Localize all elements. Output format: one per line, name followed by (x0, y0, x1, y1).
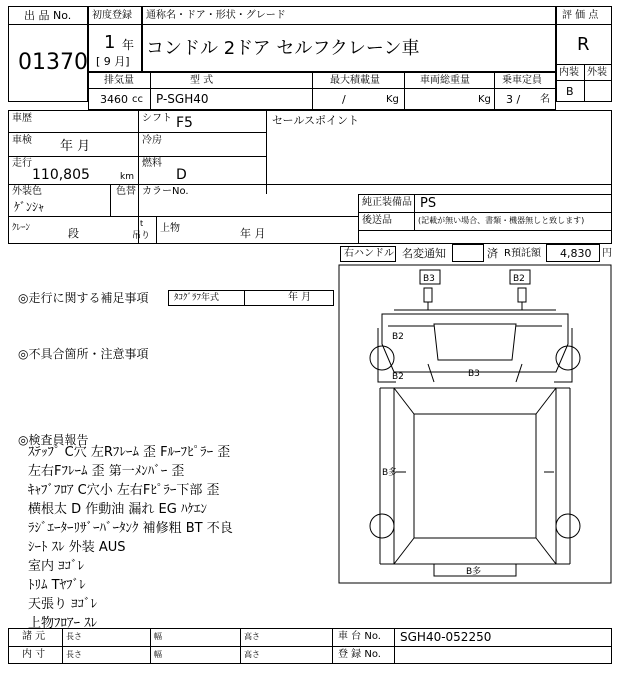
model-name: コンドル 2ドア セルフクレーン車 (146, 38, 420, 59)
aftermarket-label: 後送品 (362, 215, 392, 226)
grade-value: R (577, 34, 590, 55)
fuel-label: 燃料 (142, 158, 162, 169)
diagram-mark-bmulti-side: B多 (382, 468, 398, 478)
first-registration-month: [ 9 月] (96, 55, 130, 68)
report-line: 上物ﾌﾛｱｰ ｽﾚ (28, 616, 98, 631)
interior-label: 内装 (559, 67, 579, 78)
first-registration-year: 1 (104, 32, 116, 53)
report-line: 天張り ﾖｺﾞﾚ (28, 597, 98, 612)
diagram-mark-b3-cab: B3 (468, 369, 480, 379)
width-label: 幅 (154, 632, 162, 641)
model-name-label: 通称名・ドア・形状・グレード (146, 10, 286, 21)
defects-label: ◎不具合箇所・注意事項 (18, 347, 149, 361)
color-number-label: カラーNo. (142, 186, 189, 197)
confirm-mark: 済 (487, 247, 498, 260)
aftermarket-note: (記載が無い場合、書類・機器無しと致します) (418, 216, 585, 225)
capacity-label: 乗車定員 (502, 75, 542, 86)
shift-label: シフト (142, 113, 172, 124)
chassis-number: SGH40-052250 (400, 630, 492, 644)
diagram-mark-b3-left: B3 (423, 274, 435, 284)
chassis-number-label: 車 台 No. (338, 631, 381, 642)
first-registration-label: 初度登録 (92, 10, 132, 21)
gross-weight-unit: Kg (478, 94, 491, 105)
tachograph-value: 年 月 (288, 292, 312, 303)
tachograph-label: ﾀｺｸﾞﾗﾌ年式 (174, 293, 220, 303)
name-change-box (452, 244, 484, 262)
registration-number-label: 登 録 No. (338, 649, 381, 660)
length-label: 長さ (66, 632, 82, 641)
crane-mount-value: 年 月 (240, 227, 266, 240)
oem-equipment-value: PS (420, 196, 437, 211)
vehicle-condition-diagram (338, 264, 612, 584)
report-line: ｼｰﾄ ｽﾚ 外装 AUS (28, 540, 126, 555)
capacity-value: 3 / (506, 93, 521, 106)
interior-dimensions-label: 内 寸 (22, 649, 46, 660)
exterior-color-value: ｹﾞﾝｼｬ (14, 200, 45, 214)
model-type-value: P-SGH40 (156, 92, 209, 106)
crane-hang-t: t (140, 219, 144, 228)
first-registration-year-unit: 年 (122, 38, 135, 52)
crane-label: ｸﾚｰﾝ (12, 223, 31, 233)
recycle-deposit-value: 4,830 (560, 247, 592, 260)
interior-grade-value: B (566, 85, 574, 98)
history-label: 車歴 (12, 113, 32, 124)
inspection-label: 車検 (12, 135, 32, 146)
crane-hang-unit: 吊り (132, 231, 151, 241)
gross-weight-label: 車両総重量 (420, 75, 470, 86)
crane-mount-label: 上物 (160, 223, 180, 234)
steering-value: 右ハンドル (344, 248, 394, 259)
recycle-deposit-label: R預託額 (504, 248, 541, 259)
mileage-label: 走行 (12, 158, 32, 169)
report-line: ｽﾃｯﾌﾟ C穴 左Rﾌﾚｰﾑ 歪 Fﾙｰﾌﾋﾟﾗｰ 歪 (28, 445, 231, 460)
report-line: ﾗｼﾞｴｰﾀｰﾘｻﾞｰﾊﾞｰﾀﾝｸ 補修粗 BT 不良 (28, 521, 233, 536)
inspector-report (28, 443, 338, 633)
diagram-mark-b2-cab-left: B2 (392, 332, 404, 342)
oem-equipment-label: 純正装備品 (362, 197, 412, 208)
ac-label: 冷房 (142, 135, 162, 146)
color-change-label: 色替 (116, 186, 136, 197)
grade-label: 評 価 点 (562, 10, 599, 21)
length-label-interior: 長さ (66, 650, 82, 659)
report-line: ﾄﾘﾑ Tﾔﾌﾞﾚ (28, 578, 86, 593)
mileage-unit: km (120, 172, 134, 182)
diagram-mark-b2-right: B2 (513, 274, 525, 284)
height-label-interior: 高さ (244, 650, 260, 659)
lot-number: 01370 (18, 50, 88, 75)
diagram-mark-b2-cab-left-lower: B2 (392, 372, 404, 382)
fuel-value: D (176, 167, 187, 183)
name-change-label: 名変通知 (402, 247, 446, 260)
exterior-color-label: 外装色 (12, 186, 42, 197)
driving-remarks-label: ◎走行に関する補足事項 (18, 291, 149, 305)
sales-point-label: セールスポイント (272, 114, 360, 127)
mileage-value: 110,805 (32, 167, 90, 183)
report-line: 室内 ﾖｺﾞﾚ (28, 559, 85, 574)
dimensions-label: 諸 元 (22, 631, 46, 642)
max-load-value: / (342, 93, 346, 106)
report-line: 横根太 D 作動油 漏れ EG ﾊｹｴﾝ (28, 502, 207, 517)
capacity-unit: 名 (540, 94, 550, 105)
shift-value: F5 (176, 115, 193, 131)
displacement-label: 排気量 (104, 75, 134, 86)
max-load-label: 最大積載量 (330, 75, 380, 86)
displacement-unit: cc (132, 94, 143, 105)
max-load-unit: Kg (386, 94, 399, 105)
lot-number-label: 出 品 No. (24, 9, 72, 22)
report-line: 左右Fﾌﾚｰﾑ 歪 第一ﾒﾝﾊﾞｰ 歪 (28, 464, 185, 479)
exterior-label: 外装 (587, 67, 607, 78)
recycle-deposit-unit: 円 (602, 248, 612, 259)
crane-stage-unit: 段 (68, 227, 79, 240)
displacement-value: 3460 (100, 93, 128, 106)
inspector-report-label: ◎検査員報告 (18, 433, 89, 447)
inspection-value: 年 月 (60, 139, 91, 154)
diagram-mark-bmulti-rear: B多 (466, 567, 482, 577)
width-label-interior: 幅 (154, 650, 162, 659)
report-line: ｷｬﾌﾞﾌﾛｱ C穴小 左右Fﾋﾟﾗｰ下部 歪 (28, 483, 220, 498)
height-label: 高さ (244, 632, 260, 641)
model-type-label: 型 式 (190, 75, 214, 86)
